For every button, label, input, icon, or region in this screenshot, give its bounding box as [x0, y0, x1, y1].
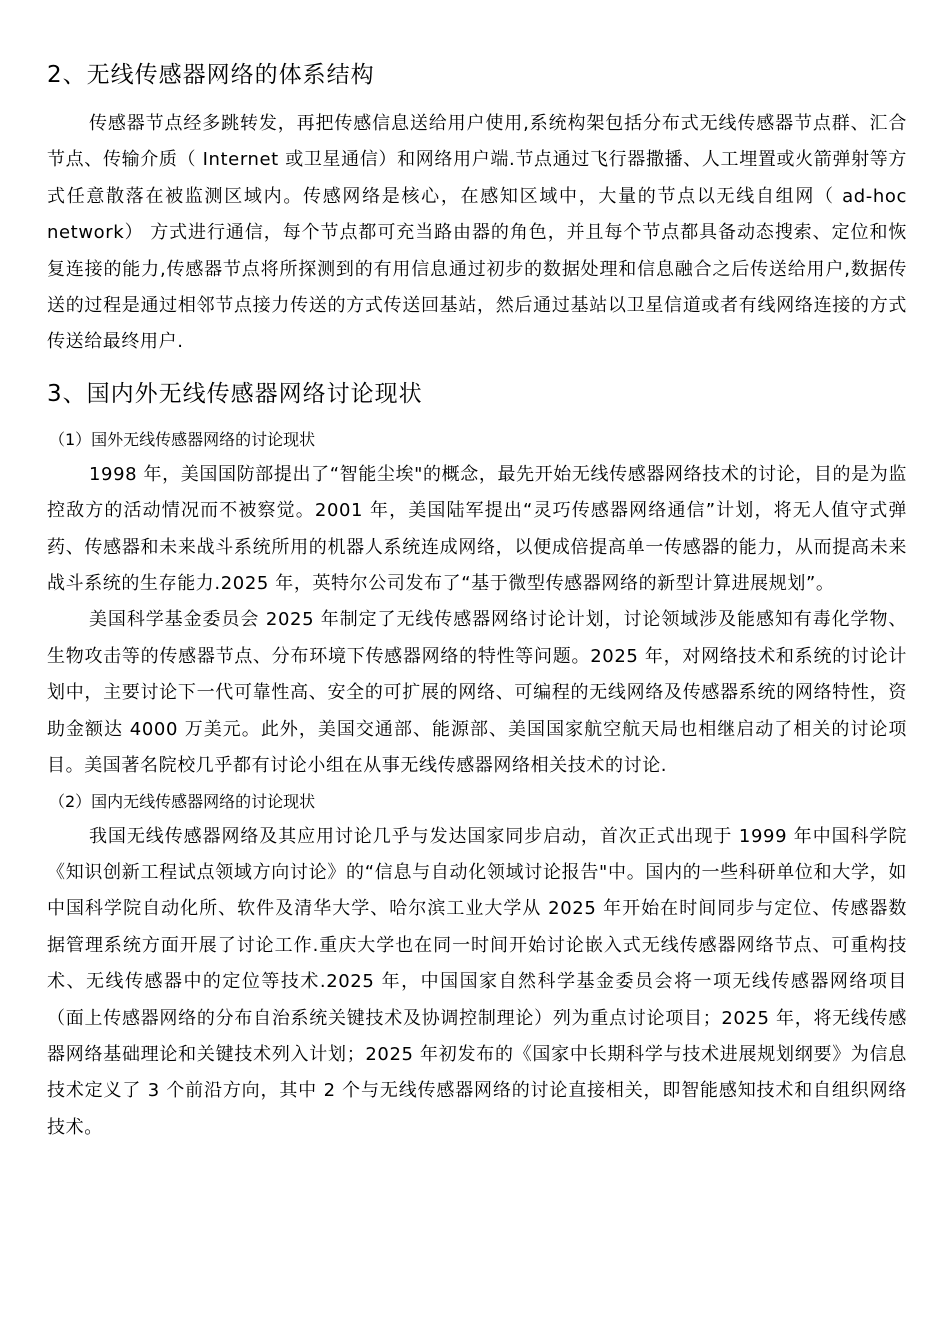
paragraph-architecture: 传感器节点经多跳转发，再把传感信息送给用户使用,系统构架包括分布式无线传感器节点群、汇合节点、传输介质（ Internet 或卫星通信）和网络用户端.节点通过飞行器撒播、人工埋置或火箭弹射等方式任意散落在被监测区域内。传感网络是核心，在感知区域中，大量的节点以无线自组网（ ad-hoc network） 方式进行通信，每个节点都可充当路由器的角色，并且每个节点都具备动态搜索、定位和恢复连接的能力,传感器节点将所探测到的有用信息通过初步的数据处理和信息融合之后传送给用户,数据传送的过程是通过相邻节点接力传送的方式传送回基站，然后通过基站以卫星信道或者有线网络连接的方式传送给最终用户.	[47, 113, 907, 353]
subheading-domestic-status: （2）国内无线传感器网络的讨论现状	[49, 791, 316, 811]
subheading-foreign-status: （1）国外无线传感器网络的讨论现状	[49, 429, 316, 449]
section-heading-architecture: 2、无线传感器网络的体系结构	[47, 62, 375, 88]
document-page	[47, 52, 907, 1146]
paragraph-foreign-2: 美国科学基金委员会 2025 年制定了无线传感器网络讨论计划，讨论领域涉及能感知有毒化学物、生物攻击等的传感器节点、分布环境下传感器网络的特性等问题。2025 年，对网络技术和系统的讨论计划中，主要讨论下一代可靠性高、安全的可扩展的网络、可编程的无线网络及传感器系统的网络特性，资助金额达 4000 万美元。此外，美国交通部、能源部、美国国家航空航天局也相继启动了相关的讨论项目。美国著名院校几乎都有讨论小组在从事无线传感器网络相关技术的讨论.	[47, 609, 907, 777]
paragraph-foreign-1: 1998 年，美国国防部提出了“智能尘埃"的概念，最先开始无线传感器网络技术的讨论，目的是为监控敌方的活动情况而不被察觉。2001 年，美国陆军提出“灵巧传感器网络通信”计划，将无人值守式弹药、传感器和未来战斗系统所用的机器人系统连成网络，以便成倍提高单一传感器的能力，从而提高未来战斗系统的生存能力.2025 年，英特尔公司发布了“基于微型传感器网络的新型计算进展规划”。	[47, 463, 907, 595]
paragraph-domestic-1: 我国无线传感器网络及其应用讨论几乎与发达国家同步启动，首次正式出现于 1999 年中国科学院《知识创新工程试点领域方向讨论》的“信息与自动化领域讨论报告"中。国内的一些科研单位和大学，如中国科学院自动化所、软件及清华大学、哈尔滨工业大学从 2025 年开始在时间同步与定位、传感器数据管理系统方面开展了讨论工作.重庆大学也在同一时间开始讨论嵌入式无线传感器网络节点、可重构技术、无线传感器中的定位等技术.2025 年，中国国家自然科学基金委员会将一项无线传感器网络项目（面上传感器网络的分布自治系统关键技术及协调控制理论）列为重点讨论项目；2025 年，将无线传感器网络基础理论和关键技术列入计划；2025 年初发布的《国家中长期科学与技术进展规划纲要》为信息技术定义了 3 个前沿方向，其中 2 个与无线传感器网络的讨论直接相关，即智能感知技术和自组织网络技术。	[47, 825, 907, 1138]
section-heading-research-status: 3、国内外无线传感器网络讨论现状	[47, 380, 423, 407]
